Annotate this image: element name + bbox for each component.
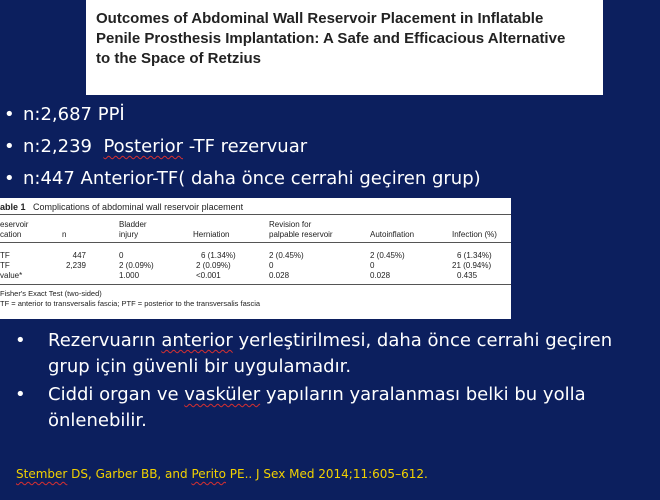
- bullet-dot: •: [15, 384, 26, 405]
- row-herniation: 6 (1.34%): [201, 251, 236, 260]
- table-footnote-2: TF = anterior to transversalis fascia; PTF = posterior to the transversalis fascia: [0, 299, 261, 308]
- row-herniation: <0.001: [196, 271, 221, 280]
- row-label: value*: [0, 271, 23, 280]
- spellcheck-word: Posterior: [103, 136, 184, 157]
- table-rule-header: [0, 242, 511, 243]
- header-infection: Infection (%): [452, 230, 497, 239]
- spellcheck-word: anterior: [161, 330, 233, 351]
- table-caption-text: Complications of abdominal wall reservoir placement: [33, 202, 244, 212]
- header-reservoir-2: cation: [0, 230, 22, 239]
- table-rule-bottom: [0, 284, 511, 285]
- reference-citation: [16, 466, 428, 482]
- table-caption-label: able 1: [0, 202, 26, 212]
- bullet-line-1: [48, 382, 638, 408]
- bullet-dot: •: [4, 104, 15, 125]
- row-revision: 0.028: [269, 271, 290, 280]
- row-autoinflation: 0.028: [370, 271, 391, 280]
- table-caption: [0, 201, 243, 213]
- article-title: Outcomes of Abdominal Wall Reservoir Placement in Inflatable Penile Prosthesis Implantation: A Safe and Efficacious Alternative to the Space of Retzius: [96, 10, 566, 67]
- bullet-text-pre: n:2,239: [23, 136, 104, 157]
- bullet-text: [48, 328, 638, 380]
- header-revision-1: Revision for: [269, 220, 312, 229]
- reference-text: DS, Garber BB, and: [67, 467, 192, 481]
- row-bladder: 2 (0.09%): [119, 261, 154, 270]
- bullet-text-post: yapıların yaralanması belki bu yolla: [260, 384, 586, 405]
- bullet-text-pre: Rezervuarın: [48, 330, 162, 351]
- bullet-text-pre: Ciddi organ ve: [48, 384, 185, 405]
- header-bladder-2: injury: [119, 230, 139, 239]
- bullet-line-2: önlenebilir.: [48, 410, 147, 431]
- bullet-text: [48, 382, 638, 434]
- row-label: TF: [0, 251, 10, 260]
- bullet-text-post: yerleştirilmesi, daha önce cerrahi geçiren: [232, 330, 613, 351]
- spellcheck-word: vasküler: [184, 384, 261, 405]
- header-revision-2: palpable reservoir: [269, 230, 333, 239]
- reference-author-2: Perito: [191, 467, 226, 481]
- row-n: 447: [72, 251, 86, 260]
- row-infection: 21 (0.94%): [452, 261, 492, 270]
- row-infection: 0.435: [457, 271, 478, 280]
- row-revision: 2 (0.45%): [269, 251, 304, 260]
- table-footnote-1: Fisher's Exact Test (two-sided): [0, 289, 102, 298]
- header-n: n: [62, 230, 67, 239]
- article-title-image: [86, 0, 603, 95]
- row-bladder: 1.000: [119, 271, 140, 280]
- reference-author-1: Stember: [16, 467, 68, 481]
- bullet-text: [23, 132, 307, 162]
- row-revision: 0: [269, 261, 274, 270]
- bullet-dot: •: [4, 168, 15, 189]
- bullet-line-2: grup için güvenli bir uygulamadır.: [48, 356, 352, 377]
- header-herniation: Herniation: [193, 230, 230, 239]
- row-autoinflation: 0: [370, 261, 375, 270]
- row-bladder: 0: [119, 251, 124, 260]
- bullet-dot: •: [4, 136, 15, 157]
- bullet-text-post: -TF rezervuar: [183, 136, 308, 157]
- reference-text-end: PE.. J Sex Med 2014;11:605–612.: [225, 467, 428, 481]
- bullet-dot: •: [15, 330, 26, 351]
- bullet-text: n:447 Anterior-TF( daha önce cerrahi geçiren grup): [23, 168, 481, 189]
- complications-table-image: [0, 198, 511, 319]
- header-bladder-1: Bladder: [119, 220, 147, 229]
- header-reservoir-1: eservoir: [0, 220, 29, 229]
- row-label: TF: [0, 261, 10, 270]
- table-rule-top: [0, 214, 511, 215]
- bullet-text: n:2,687 PPİ: [23, 104, 125, 125]
- row-infection: 6 (1.34%): [457, 251, 492, 260]
- row-n: 2,239: [65, 261, 86, 270]
- header-autoinflation: Autoinflation: [370, 230, 415, 239]
- bullet-line-1: [48, 328, 638, 354]
- row-autoinflation: 2 (0.45%): [370, 251, 405, 260]
- bullet-item: [0, 382, 660, 434]
- row-herniation: 2 (0.09%): [196, 261, 231, 270]
- bullet-item: [0, 328, 660, 380]
